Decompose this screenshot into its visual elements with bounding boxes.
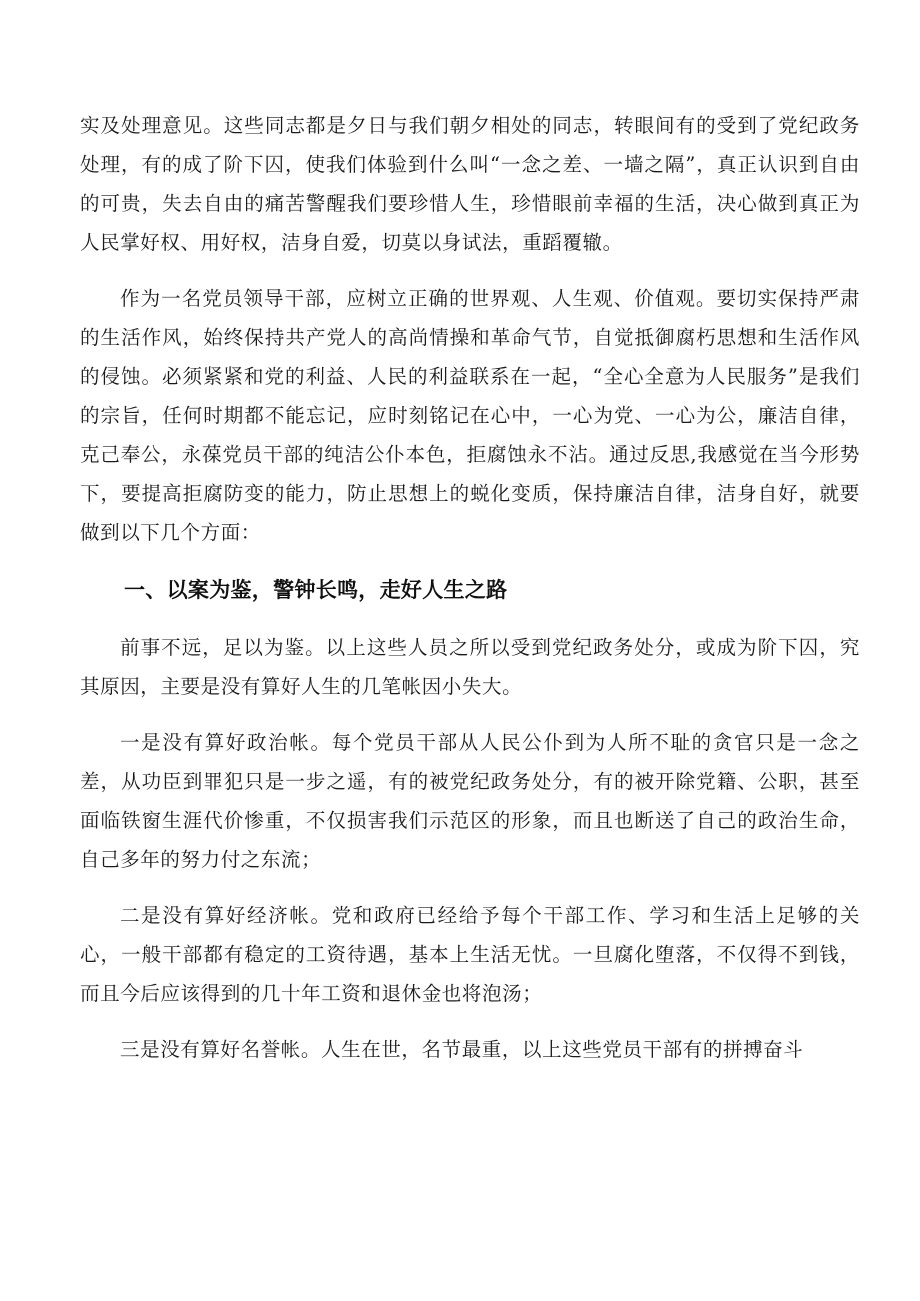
document-page bbox=[80, 106, 860, 1069]
paragraph-6: 三是没有算好名誉帐。人生在世，名节最重，以上这些党员干部有的拼搏奋斗 bbox=[120, 1038, 804, 1061]
paragraph-3: 前事不远，足以为鉴。以上这些人员之所以受到党纪政务处分，或成为阶下囚，究其原因，主要是没有算好人生的几笔帐因小失大。 bbox=[80, 636, 860, 698]
paragraph-5: 二是没有算好经济帐。党和政府已经给予每个干部工作、学习和生活上足够的关心，一般干部都有稳定的工资待遇，基本上生活无忧。一旦腐化堕落，不仅得不到钱，而且今后应该得到的几十年工资和退休金也将泡汤； bbox=[80, 904, 860, 1005]
paragraph-gap bbox=[80, 552, 860, 569]
paragraph-gap bbox=[80, 1013, 860, 1030]
paragraph-gap bbox=[80, 611, 860, 628]
paragraph-gap bbox=[80, 706, 860, 723]
section-heading: 一、以案为鉴，警钟长鸣，走好人生之路 bbox=[124, 578, 508, 602]
paragraph-1: 实及处理意见。这些同志都是夕日与我们朝夕相处的同志，转眼间有的受到了党纪政务处理，有的成了阶下囚，使我们体验到什么叫“一念之差、一墙之隔”，真正认识到自由的可贵，失去自由的痛苦警醒我们要珍惜人生，珍惜眼前幸福的生活，决心做到真正为人民掌好权、用好权，洁身自爱，切莫以身试法，重蹈覆辙。 bbox=[80, 114, 860, 254]
paragraph-gap bbox=[80, 879, 860, 896]
paragraph-4: 一是没有算好政治帐。每个党员干部从人民公仆到为人所不耻的贪官只是一念之差，从功臣到罪犯只是一步之遥，有的被党纪政务处分，有的被开除党籍、公职，甚至面临铁窗生涯代价惨重，不仅损害我们示范区的形象，而且也断送了自己的政治生命，自己多年的努力付之东流； bbox=[80, 731, 860, 871]
paragraph-gap bbox=[80, 262, 860, 279]
paragraph-2: 作为一名党员领导干部，应树立正确的世界观、人生观、价值观。要切实保持严肃的生活作风，始终保持共产党人的高尚情操和革命气节，自觉抵御腐朽思想和生活作风的侵蚀。必须紧紧和党的利益、人民的利益联系在一起，“全心全意为人民服务”是我们的宗旨，任何时期都不能忘记，应时刻铭记在心中，一心为党、一心为公，廉洁自律，克己奉公，永葆党员干部的纯洁公仆本色，拒腐蚀永不沾。通过反思,我感觉在当今形势下，要提高拒腐防变的能力，防止思想上的蜕化变质，保持廉洁自律，洁身自好，就要做到以下几个方面： bbox=[80, 287, 860, 544]
